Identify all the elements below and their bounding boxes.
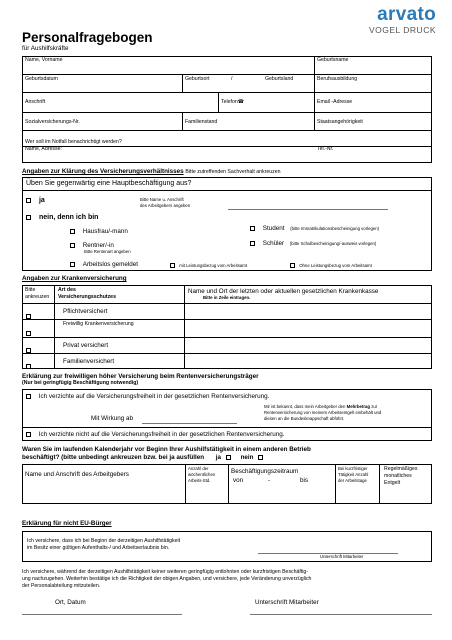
renten-note-mehrbetrag: Mehrbetrag	[346, 404, 371, 409]
ort-datum-line[interactable]	[22, 614, 182, 615]
option-mit-leistung[interactable]	[170, 263, 247, 269]
field-geburtsdatum-label: Geburtsdatum	[25, 76, 58, 82]
unterschrift-label: Unterschrift Mitarbeiter	[255, 599, 319, 606]
ja-label: ja	[38, 197, 45, 204]
field-email-label: Email -Adresse	[317, 99, 353, 105]
renten-option-1[interactable]	[26, 393, 269, 400]
col-zeitraum-header: Beschäftigungszeitraum	[231, 468, 299, 475]
col-entgelt-header-3: Entgelt	[384, 480, 401, 486]
kranken-col2-header-a: Art des	[58, 287, 76, 293]
col-stunden-header-3: Arbeits-Std.	[188, 478, 211, 483]
ohne-leistung-checkbox[interactable]	[290, 263, 295, 268]
field-familienstand-label: Familienstand	[185, 119, 218, 125]
field-notfall-tel-label: Tel.-Nr.	[317, 146, 334, 152]
field-telefon-label: Telefon☎	[221, 99, 245, 105]
kranken-col2-header-b: Versicherungsschutzes	[58, 294, 116, 300]
option-arbeitslos[interactable]	[70, 261, 138, 268]
rentner-checkbox[interactable]	[70, 243, 75, 248]
renten-option-2-label: Ich verzichte nicht auf die Versicherungsfreiheit in der gesetzlichen Rentenversicherung.	[38, 431, 285, 438]
col-kurzfristig-header-3: der Arbeitstage	[338, 478, 367, 483]
mit-wirkung-line[interactable]	[142, 423, 237, 424]
renten-note-1-text: Mir ist bekannt, dass mein Arbeitgeber den	[264, 404, 346, 409]
student-label: Student	[262, 225, 285, 232]
renten-option-1-checkbox[interactable]	[26, 394, 31, 399]
renten-note-3: diesen an die Bundesknappschaft abführt.	[264, 416, 345, 421]
kranken-col3-header: Name und Ort der letzten oder aktuellen gesetzlichen Krankenkasse	[188, 288, 379, 295]
schueler-label: Schüler	[262, 240, 285, 247]
col-entgelt-header-1: Regelmäßiges	[384, 466, 418, 472]
mit-leistung-label: mit Leistungsbezug vom Arbeitsamt	[179, 262, 248, 268]
ja-checkbox[interactable]	[26, 198, 31, 203]
kranken-col3-note: Bitte in Zeile eintragen.	[203, 295, 251, 300]
student-note: (bitte Immatrikulationsbescheinigung vorlegen)	[290, 226, 380, 231]
kranken-row-1-label: Freiwillig Krankenversicherung	[63, 321, 134, 327]
eu-text-1: Ich versichere, dass ich bei Beginn der derzeitigen Aushilfstätigkeit	[27, 538, 181, 544]
option-hausfrau[interactable]	[70, 228, 128, 235]
option-ja[interactable]	[26, 197, 45, 205]
company-logo	[342, 4, 442, 40]
mit-wirkung-label: Mit Wirkung ab	[91, 415, 133, 422]
col-arbeitgeber-header: Name und Anschrift des Arbeitgebers	[25, 471, 129, 478]
page-subtitle: für Aushilfskräfte	[22, 45, 69, 52]
mit-leistung-checkbox[interactable]	[170, 263, 175, 268]
beschaeftigung-ja-checkbox[interactable]	[226, 455, 231, 460]
field-svnr-label: Sozialversicherungs-Nr.	[25, 119, 80, 125]
beschaeftigung-ja-label: ja	[215, 454, 222, 461]
section-kranken-heading: Angaben zur Krankenversicherung	[22, 275, 127, 282]
nein-checkbox[interactable]	[26, 215, 31, 220]
renten-option-2-checkbox[interactable]	[26, 432, 31, 437]
field-separator: /	[231, 76, 233, 82]
logo-main-text: arvato	[377, 4, 436, 25]
arbeitgeber-line[interactable]	[228, 209, 388, 210]
section-versicherung-heading	[22, 168, 281, 176]
zeitraum-dash: -	[268, 477, 271, 484]
section-renten-heading: Erklärung zur freiwilligen höher Versicherung beim Rentenversicherungsträger	[22, 373, 259, 380]
schueler-checkbox[interactable]	[250, 241, 255, 246]
field-notfall-name-label: Name, Adresse:	[25, 146, 62, 152]
beschaeftigung-nein-label: nein	[240, 454, 254, 461]
versicherung-heading-text: Angaben zur Klärung des Versicherungsverhältnisses	[22, 168, 184, 175]
footer-text-3: der Personalabteilung mitzuteilen.	[22, 583, 101, 589]
field-berufsausbildung-label: Berufsausbildung	[317, 76, 358, 82]
kranken-row-0-label: Pflichtversichert	[63, 308, 108, 315]
renten-note-1b: zur	[371, 404, 378, 409]
field-geburtsname-label: Geburtsname	[317, 57, 349, 63]
arbeitslos-checkbox[interactable]	[70, 262, 75, 267]
student-checkbox[interactable]	[250, 226, 255, 231]
renten-heading-note: (Nur bei geringfügig Beschäftigung notwendig)	[22, 380, 139, 386]
hausfrau-checkbox[interactable]	[70, 229, 75, 234]
footer-text-1: Ich versichere, während der derzeitigen Aushilfstätigkeit keiner weiteren geringfügig entlohnten oder kurzfristigen Beschäftig-	[22, 569, 309, 575]
option-student[interactable]	[250, 225, 379, 232]
schueler-note: (bitte Schulbescheinigung/-ausweis vorlegen)	[289, 241, 377, 246]
beschaeftigung-question-2	[22, 454, 263, 461]
versicherung-box	[22, 177, 432, 271]
unterschrift-line[interactable]	[250, 614, 432, 615]
rentner-label: Rentner/-in	[82, 242, 114, 249]
renten-note-2: Rentenversicherung von meinem Arbeitsentgelt einbehält und	[264, 410, 382, 415]
option-schueler[interactable]	[250, 240, 376, 247]
kranken-col1-header-b: ankreuzen	[25, 294, 50, 300]
hausfrau-label: Hausfrau/-mann	[82, 228, 128, 235]
ja-note-1: Bitte Name u. Anschrift	[140, 197, 184, 202]
logo-sub-text: VOGEL DRUCK	[368, 25, 436, 35]
field-geburtsort-label: Geburtsort	[185, 76, 210, 82]
option-ohne-leistung[interactable]	[290, 263, 372, 269]
arbeitslos-label: Arbeitslos gemeldet	[82, 261, 139, 268]
footer-text-2: ung nachzugehen. Weiterhin bestätige ich die Richtigkeit der obigen Angaben, und versichere, jede Veränderung unverzüglich	[22, 576, 312, 582]
kranken-row-2-label: Privat versichert	[63, 342, 109, 349]
page-title: Personalfragebogen	[22, 30, 153, 45]
col-entgelt-header-2: monatliches	[384, 473, 412, 479]
zeitraum-von: von	[233, 477, 244, 484]
field-geburtsland-label: Geburtsland	[265, 76, 294, 82]
field-staatsangehoerigkeit-label: Staatsangehörigkeit	[317, 119, 363, 125]
hauptbeschaeftigung-question: Üben Sie gegenwärtig eine Hauptbeschäftigung aus?	[26, 180, 192, 187]
kranken-row-1-checkbox[interactable]	[26, 325, 31, 343]
rentner-note: Bitte Rentenart angeben	[84, 249, 131, 254]
section-eu-heading: Erklärung für nicht EU-Bürger	[22, 520, 112, 527]
beschaeftigung-table	[22, 464, 432, 504]
kranken-row-0-checkbox[interactable]	[26, 308, 31, 326]
ja-note-2: des Arbeitgebers angeben	[140, 203, 191, 208]
field-name-label: Name, Vorname	[25, 57, 63, 63]
renten-option-2[interactable]	[26, 431, 284, 438]
kranken-col1-header-a: Bitte	[25, 287, 36, 293]
beschaeftigung-nein-checkbox[interactable]	[258, 455, 263, 460]
versicherung-heading-note: Bitte zutreffenden Sachverhalt ankreuzen	[185, 169, 281, 175]
beschaeftigung-question-1: Waren Sie im laufenden Kalenderjahr vor Beginn Ihrer Aushilfstätigkeit in einem anderen Betrieb	[22, 446, 311, 453]
col-kurzfristig-header-2: Tätigkeit Anzahl	[338, 472, 369, 477]
col-stunden-header-2: wöchentlichen	[188, 472, 216, 477]
renten-option-1-label: Ich verzichte auf die Versicherungsfreiheit in der gesetzlichen Rentenversicherung.	[38, 393, 270, 400]
option-nein[interactable]	[26, 214, 98, 222]
col-kurzfristig-header-1: Bei kurzfristiger	[338, 466, 368, 471]
zeitraum-bis: bis	[300, 477, 309, 484]
col-stunden-header-1: Anzahl der	[188, 466, 209, 471]
eu-signature-label: Unterschrift Mitarbeiter	[320, 554, 364, 559]
beschaeftigung-question-2-text: beschäftigt? (bitte unbedingt ankreuzen bzw. bei ja ausfüllen	[22, 454, 205, 461]
kranken-row-3-label: Familienversichert	[63, 358, 115, 365]
eu-text-2: im Besitz einer gültigen Aufenthalts-/ und Arbeitserlaubnis bin.	[27, 545, 170, 551]
nein-label: nein, denn ich bin	[38, 214, 99, 221]
field-notfall-label: Wer soll im Notfall benachrichtigt werden?	[25, 139, 122, 145]
field-anschrift-label: Anschrift	[25, 99, 46, 105]
ohne-leistung-label: Ohne Leistungsbezug vom Arbeitsamt	[299, 262, 372, 268]
ort-datum-label: Ort, Datum	[55, 599, 86, 606]
